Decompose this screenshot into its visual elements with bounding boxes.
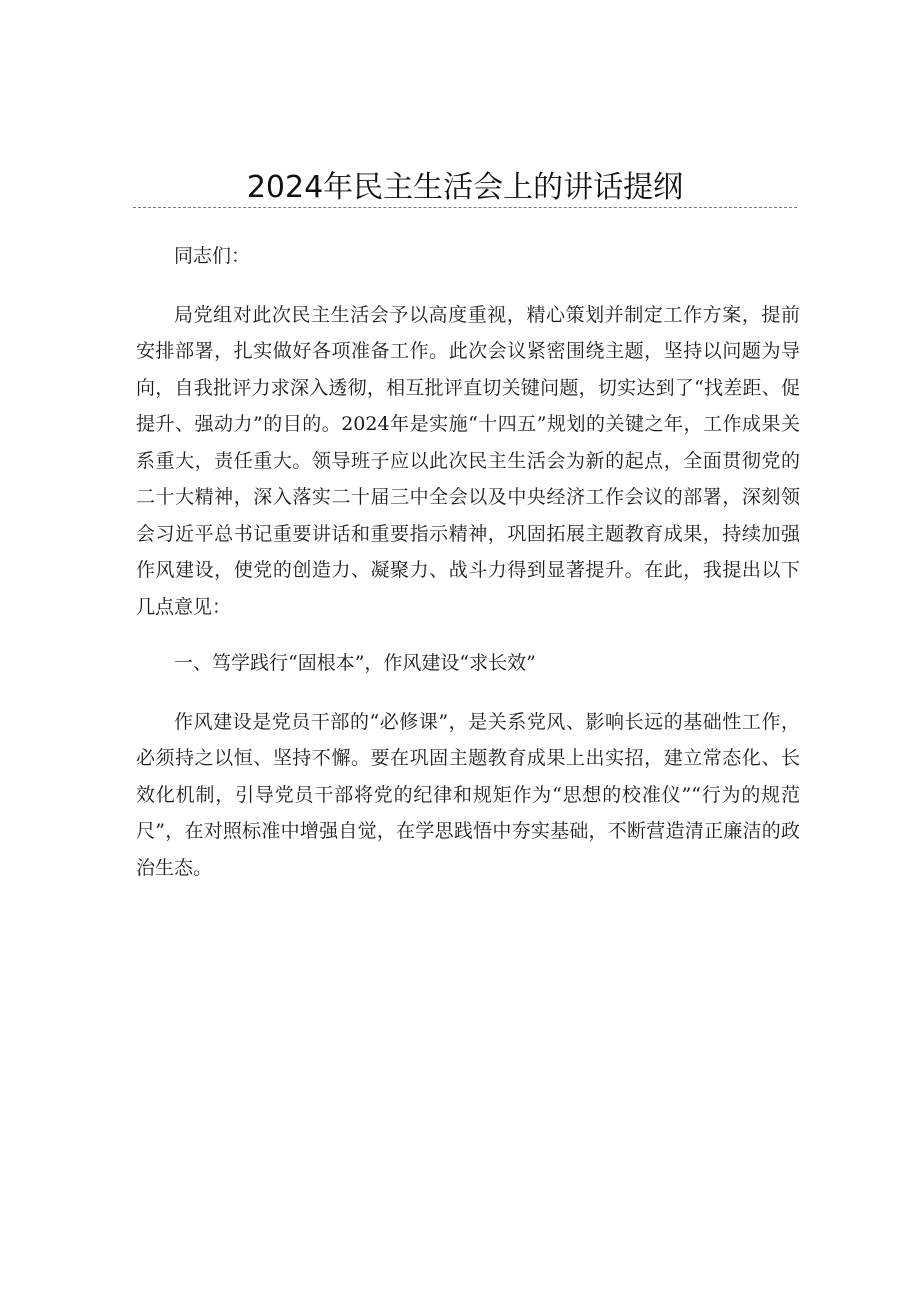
section-body-1: 作风建设是党员干部的“必修课”，是关系党风、影响长远的基础性工作，必须持之以恒、坚持不懈。要在巩固主题教育成果上出实招，建立常态化、长效化机制，引导党员干部将党的纪律和规矩作为“思想的校准仪”“行为的规范尺”，在对照标准中增强自觉，在学思践悟中夯实基础，不断营造清正廉洁的政治生态。: [136, 710, 800, 879]
title-divider: [133, 207, 797, 208]
greeting: 同志们：: [174, 245, 251, 267]
section-heading-1: 一、笃学践行“固根本”，作风建设“求长效”: [174, 652, 536, 674]
paragraph-intro: 局党组对此次民主生活会予以高度重视，精心策划并制定工作方案，提前安排部署，扎实做好各项准备工作。此次会议紧密围绕主题，坚持以问题为导向，自我批评力求深入透彻，相互批评直切关键问题，切实达到了“找差距、促提升、强动力”的目的。2024年是实施“十四五”规划的关键之年，工作成果关系重大，责任重大。领导班子应以此次民主生活会为新的起点，全面贯彻党的二十大精神，深入落实二十届三中全会以及中央经济工作会议的部署，深刻领会习近平总书记重要讲话和重要指示精神，巩固拓展主题教育成果，持续加强作风建设，使党的创造力、凝聚力、战斗力得到显著提升。在此，我提出以下几点意见：: [136, 303, 800, 618]
document-title: 2024年民主生活会上的讲话提纲: [246, 170, 684, 205]
document-body: [136, 238, 800, 906]
